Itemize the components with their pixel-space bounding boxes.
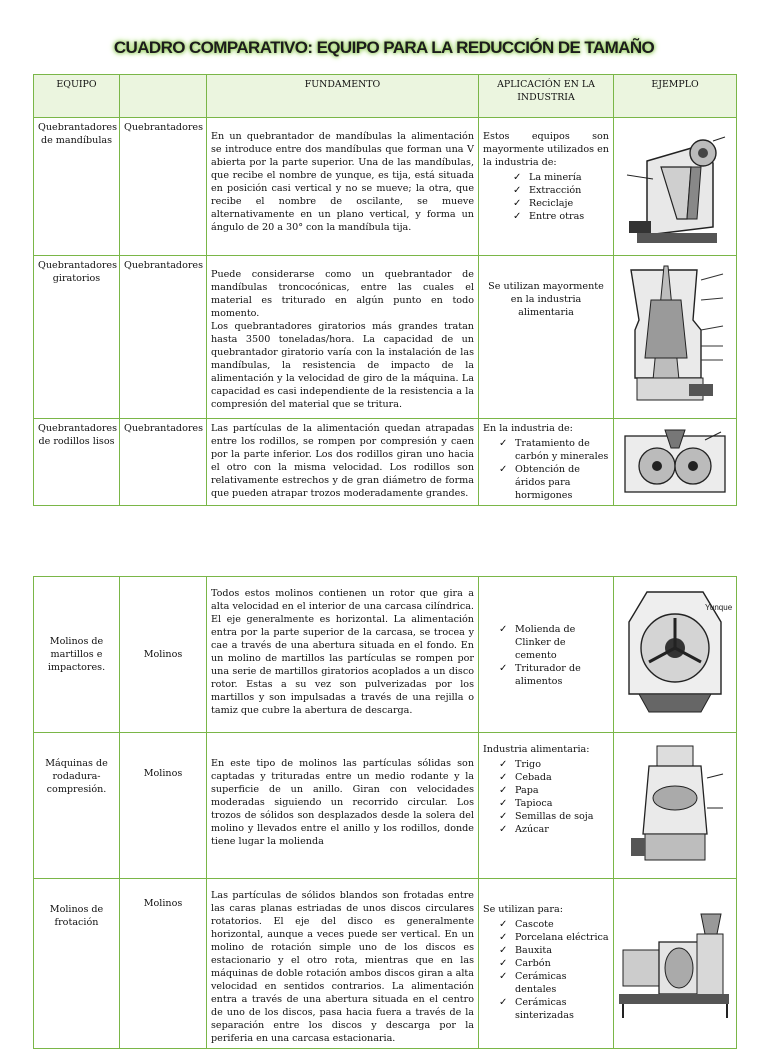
list-item: ✓ Triturador de alimentos: [499, 662, 609, 688]
header-equipo: EQUIPO: [34, 75, 120, 118]
aplicacion-list: [483, 758, 609, 836]
hammer-mill-illustration: [617, 582, 733, 727]
fundamento-cell: Las partículas de la alimentación quedan atrapadas entre los rodillos, se rompen por compresión y caen por la parte inferior. Los dos rodillos giran uno hacia el otro con la misma velocidad. Los rodillos son relativamente estrechos y de gran diámetro de forma que pueden atrapar trozos moderadamente grandes.: [207, 419, 479, 506]
table-row: [34, 577, 737, 733]
ejemplo-cell: [614, 118, 737, 256]
aplicacion-list: [483, 918, 609, 1022]
aplicacion-cell: [479, 419, 614, 506]
list-item: ✓ Entre otras: [513, 210, 609, 223]
aplicacion-cell: [479, 733, 614, 879]
list-item: ✓ Cebada: [499, 771, 609, 784]
equipo-cell: Molinos de martillos e impactores.: [34, 577, 120, 733]
aplicacion-intro: En la industria de:: [483, 423, 573, 434]
ejemplo-cell: [614, 879, 737, 1049]
list-item: ✓ Cascote: [499, 918, 609, 931]
ejemplo-label: Yunque: [705, 603, 733, 612]
tipo-cell: Molinos: [120, 577, 207, 733]
page-title: CUADRO COMPARATIVO: EQUIPO PARA LA REDUCCIÓN DE TAMAÑO: [113, 38, 655, 57]
ejemplo-cell: [614, 577, 737, 733]
fundamento-cell: Puede considerarse como un quebrantador de mandíbulas troncocónicas, entre las cuales el material es triturado en algún punto en todo momento. Los quebrantadores giratorios más grandes tratan hasta 3500 toneladas/hora. La capacidad de un quebrantador giratorio varía con la instalación de las mandíbulas, la resistencia de impacto de la alimentación y la velocidad de giro de la máquina. La capacidad es casi independiente de la resistencia a la compresión del material que se tritura.: [207, 256, 479, 419]
tipo-cell: Quebrantadores: [120, 419, 207, 506]
list-item: ✓ Bauxita: [499, 944, 609, 957]
tipo-cell: Molinos: [120, 733, 207, 879]
fundamento-cell: En un quebrantador de mandíbulas la alimentación se introduce entre dos mandíbulas que forman una V abierta por la parte superior. Una de las mandíbulas, que recibe el nombre de yunque, es tija, está situada en posición casi vertical y no se mueve; la otra, que recibe el nombre de oscilante, se mueve alternativamente en un plano vertical, y forma un ángulo de 20 a 30° con la mandíbula tija.: [207, 118, 479, 256]
aplicacion-intro: Industria alimentaria:: [483, 744, 590, 755]
list-item: ✓ Cerámicas sinterizadas: [499, 996, 609, 1022]
fundamento-cell: Todos estos molinos contienen un rotor que gira a alta velocidad en el interior de una carcasa cilíndrica. El eje generalmente es horizontal. La alimentación entra por la parte superior de la carcasa, se trocea y cae a través de una abertura situada en el fondo. En un molino de martillos las partículas se rompen por una serie de martillos giratorios acoplados a un disco rotor. Estas a su vez son pulverizadas por los martillos y son impulsadas a través de una rejilla o tamiz que cubre la abertura de descarga.: [207, 577, 479, 733]
gyratory-crusher-illustration: [617, 260, 733, 415]
comparison-table-quebrantadores: [33, 74, 737, 506]
equipo-cell: Quebrantadores de mandíbulas: [34, 118, 120, 256]
aplicacion-cell: [479, 118, 614, 256]
aplicacion-list: [483, 623, 609, 688]
list-item: ✓ La minería: [513, 171, 609, 184]
ejemplo-cell: [614, 256, 737, 419]
aplicacion-intro: Se utilizan para:: [483, 904, 563, 915]
list-item: ✓ Porcelana eléctrica: [499, 931, 609, 944]
comparison-table-molinos: [33, 576, 737, 1049]
list-item: ✓ Semillas de soja: [499, 810, 609, 823]
aplicacion-cell: [479, 256, 614, 419]
ejemplo-cell: [614, 733, 737, 879]
table-row: [34, 879, 737, 1049]
equipo-cell: Quebrantadores giratorios: [34, 256, 120, 419]
list-item: ✓ Tapioca: [499, 797, 609, 810]
header-blank: [120, 75, 207, 118]
fundamento-cell: En este tipo de molinos las partículas sólidas son captadas y trituradas entre un medio rodante y la superficie de un anillo. Giran con velocidades moderadas siguiendo un recorrido circular. Los trozos de sólidos son desplazados desde la solera del molino y llevados entre el anillo y los rodillos, donde tiene lugar la molienda: [207, 733, 479, 879]
list-item: ✓ Tratamiento de carbón y minerales: [499, 437, 609, 463]
equipo-cell: Molinos de frotación: [34, 879, 120, 1049]
tipo-cell: Quebrantadores: [120, 256, 207, 419]
ejemplo-cell: [614, 419, 737, 506]
roll-crusher-illustration: [617, 426, 733, 498]
list-item: ✓ Azúcar: [499, 823, 609, 836]
equipo-cell: Quebrantadores de rodillos lisos: [34, 419, 120, 506]
aplicacion-intro: Se utilizan mayormente en la industria alimentaria: [488, 281, 604, 318]
header-aplicacion: APLICACIÓN EN LA INDUSTRIA: [479, 75, 614, 118]
list-item: ✓ Extracción: [513, 184, 609, 197]
list-item: ✓ Trigo: [499, 758, 609, 771]
list-item: ✓ Cerámicas dentales: [499, 970, 609, 996]
table-header-row: [34, 75, 737, 118]
fundamento-cell: Las partículas de sólidos blandos son frotadas entre las caras planas estriadas de unos discos circulares rotatorios. El eje del disco es generalmente horizontal, aunque a veces puede ser vertical. En un molino de rotación simple uno de los discos es estacionario y el otro rota, mientras que en las máquinas de doble rotación ambos discos giran a alta velocidad en sentidos contrarios. La alimentación entra a través de una abertura situada en el centro de uno de los discos, pasa hacia fuera a través de la separación entre los discos y descarga por la periferia en una carcasa estacionaria.: [207, 879, 479, 1049]
aplicacion-list: [483, 171, 609, 223]
equipo-cell: Máquinas de rodadura-compresión.: [34, 733, 120, 879]
list-item: ✓ Obtención de áridos para hormigones: [499, 463, 609, 502]
aplicacion-intro: Estos equipos son mayormente utilizados en la industria de:: [483, 131, 609, 168]
header-fundamento: FUNDAMENTO: [207, 75, 479, 118]
table-row: [34, 118, 737, 256]
tipo-cell: Quebrantadores: [120, 118, 207, 256]
list-item: ✓ Carbón: [499, 957, 609, 970]
tipo-cell: Molinos: [120, 879, 207, 1049]
list-item: ✓ Reciclaje: [513, 197, 609, 210]
header-ejemplo: EJEMPLO: [614, 75, 737, 118]
jaw-crusher-illustration: [617, 123, 733, 251]
aplicacion-cell: [479, 577, 614, 733]
table-row: [34, 256, 737, 419]
list-item: ✓ Molienda de Clinker de cemento: [499, 623, 609, 662]
table-row: [34, 419, 737, 506]
table-row: [34, 733, 737, 879]
aplicacion-cell: [479, 879, 614, 1049]
list-item: ✓ Papa: [499, 784, 609, 797]
roller-mill-illustration: [617, 738, 733, 874]
disc-attrition-mill-illustration: [617, 904, 733, 1024]
aplicacion-list: [483, 437, 609, 502]
